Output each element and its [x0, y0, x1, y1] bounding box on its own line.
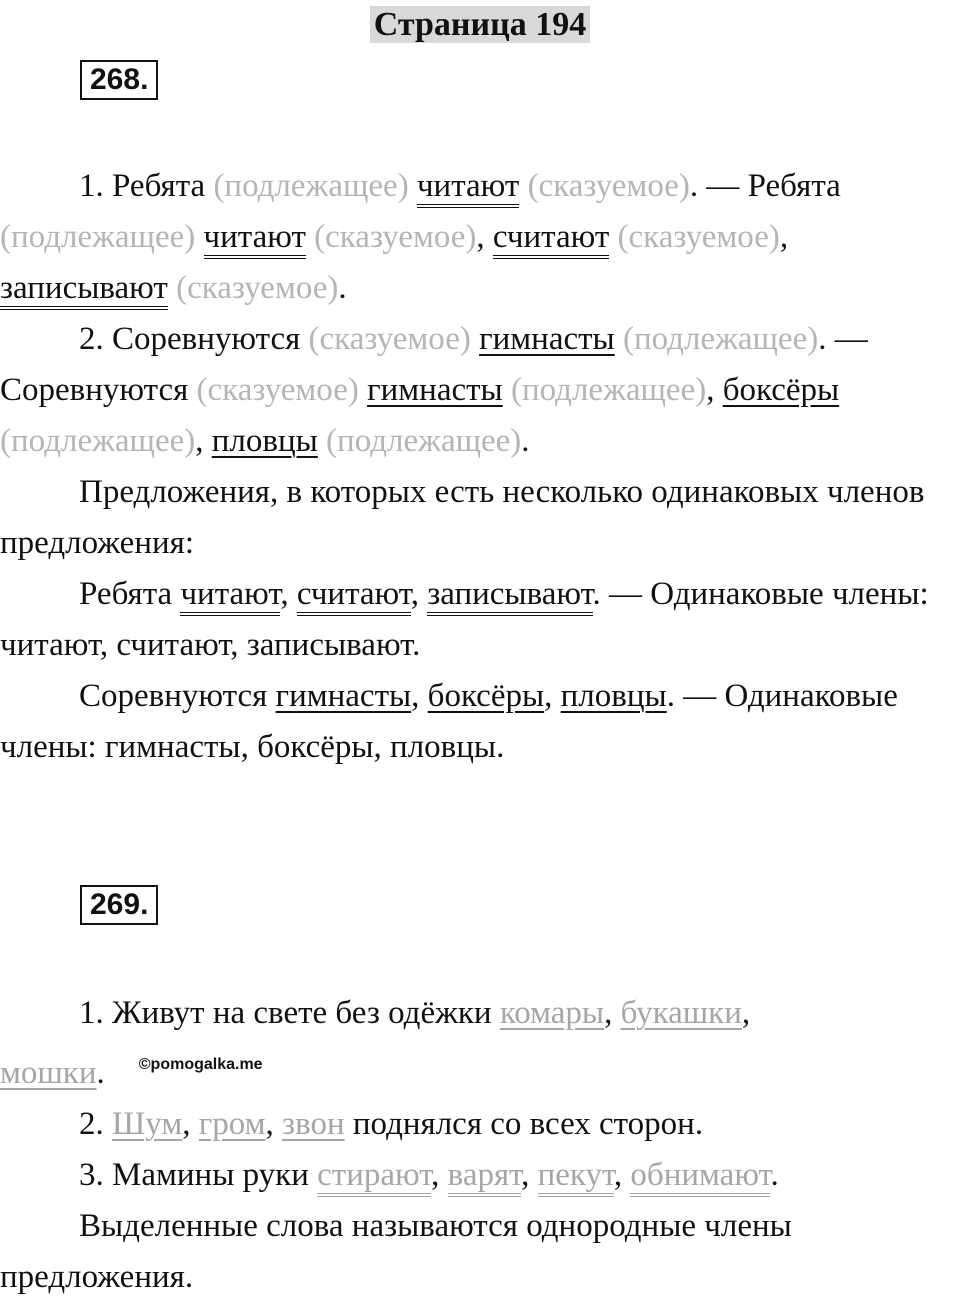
subject-note: (подлежащее) — [0, 423, 196, 459]
subject-word: боксёры — [427, 678, 545, 714]
highlighted-word: гром — [198, 1106, 266, 1142]
exercise-268-body — [0, 161, 958, 773]
sentence-1 — [0, 161, 958, 314]
predicate-note: (сказуемое) — [527, 168, 690, 204]
subject-word: гимнасты — [367, 372, 503, 408]
subject-note: (подлежащее) — [0, 219, 196, 255]
sentence-text: . — Одинаковые члены: читают, считают, записывают. — [0, 576, 929, 663]
example-2 — [0, 671, 958, 773]
sentence-text: 2. — [79, 1106, 104, 1142]
subject-word: гимнасты — [479, 321, 615, 357]
conclusion-paragraph: Выделенные слова называются однородные члены предложения. — [0, 1208, 792, 1295]
sentence-text: Ребята — [79, 576, 173, 612]
punctuation: , — [265, 1106, 274, 1142]
punctuation: , — [544, 678, 553, 714]
subject-word: гимнасты — [275, 678, 412, 714]
exercise-269-body — [0, 988, 958, 1303]
subject-note: (подлежащее) — [622, 321, 819, 357]
sentence-text: 2. Соревнуются — [79, 321, 301, 357]
sentence-text: . — Одинаковые члены: гимнасты, боксёры, пловцы. — [0, 678, 898, 765]
sentence-text: 3. Мамины руки — [79, 1157, 309, 1193]
sentence-1 — [0, 988, 958, 1099]
predicate-word: записывают — [427, 576, 592, 616]
predicate-word: считают — [493, 219, 609, 259]
highlighted-word: обнимают — [630, 1157, 770, 1197]
punctuation: , — [410, 576, 419, 612]
sentence-text: Соревнуются — [79, 678, 268, 714]
intro-paragraph: Предложения, в которых есть несколько одинаковых членов предложения: — [0, 474, 925, 561]
page-title-text: Страница 194 — [370, 6, 590, 43]
sentence-text: 1. Живут на свете без одёжки — [79, 995, 492, 1031]
punctuation: , — [182, 1106, 191, 1142]
predicate-word: записывают — [0, 270, 168, 310]
sentence-text: поднялся со всех сторон. — [344, 1106, 704, 1142]
watermark: ©pomogalka.me — [138, 1056, 263, 1073]
punctuation: , — [476, 219, 485, 255]
sentence-3 — [0, 1150, 958, 1201]
punctuation: , — [431, 1157, 440, 1193]
highlighted-word: букашки — [620, 995, 742, 1031]
highlighted-word: варят — [448, 1157, 521, 1197]
punctuation: . — [770, 1157, 779, 1193]
exercise-number-text: 268 — [90, 63, 141, 96]
highlighted-word: стирают — [317, 1157, 431, 1197]
punctuation: , — [741, 995, 751, 1031]
exercise-269-number: 269. — [80, 885, 158, 925]
sentence-2 — [0, 314, 958, 467]
highlighted-word: Шум — [112, 1106, 183, 1142]
punctuation: , — [521, 1157, 530, 1193]
punctuation: , — [411, 678, 420, 714]
punctuation: . — [521, 423, 530, 459]
subject-note: (подлежащее) — [510, 372, 707, 408]
sentence-2 — [0, 1099, 958, 1150]
punctuation: , — [779, 219, 789, 255]
punctuation: , — [280, 576, 289, 612]
highlighted-word: мошки — [0, 1055, 97, 1091]
subject-word: пловцы — [211, 423, 318, 459]
page-title — [0, 4, 960, 46]
exercise-268-number: 268. — [80, 60, 158, 100]
exercise-number-text: 269 — [90, 888, 141, 921]
punctuation: , — [604, 995, 613, 1031]
subject-note: (подлежащее) — [326, 423, 522, 459]
subject-word: боксёры — [722, 372, 840, 408]
sentence-text: 1. Ребята — [79, 168, 206, 204]
punctuation: , — [195, 423, 204, 459]
example-1 — [0, 569, 958, 671]
sentence-text: . — — [818, 321, 868, 357]
subject-note: (подлежащее) — [213, 168, 409, 204]
sentence-text: . — Ребята — [689, 168, 841, 204]
sentence-text: Соревнуются — [0, 372, 189, 408]
punctuation: , — [613, 1157, 623, 1193]
highlighted-word: комары — [499, 995, 605, 1031]
predicate-word: считают — [297, 576, 411, 616]
predicate-note: (сказуемое) — [176, 270, 339, 306]
predicate-word: читают — [180, 576, 280, 616]
predicate-note: (сказуемое) — [617, 219, 780, 255]
predicate-note: (сказуемое) — [308, 321, 471, 357]
subject-word: пловцы — [560, 678, 667, 714]
highlighted-word: звон — [282, 1106, 345, 1142]
predicate-word: читают — [204, 219, 306, 259]
punctuation: . — [96, 1055, 105, 1091]
predicate-note: (сказуемое) — [196, 372, 359, 408]
predicate-word: читают — [417, 168, 519, 208]
punctuation: , — [706, 372, 715, 408]
punctuation: . — [338, 270, 347, 306]
highlighted-word: пекут — [538, 1157, 614, 1197]
predicate-note: (сказуемое) — [314, 219, 477, 255]
